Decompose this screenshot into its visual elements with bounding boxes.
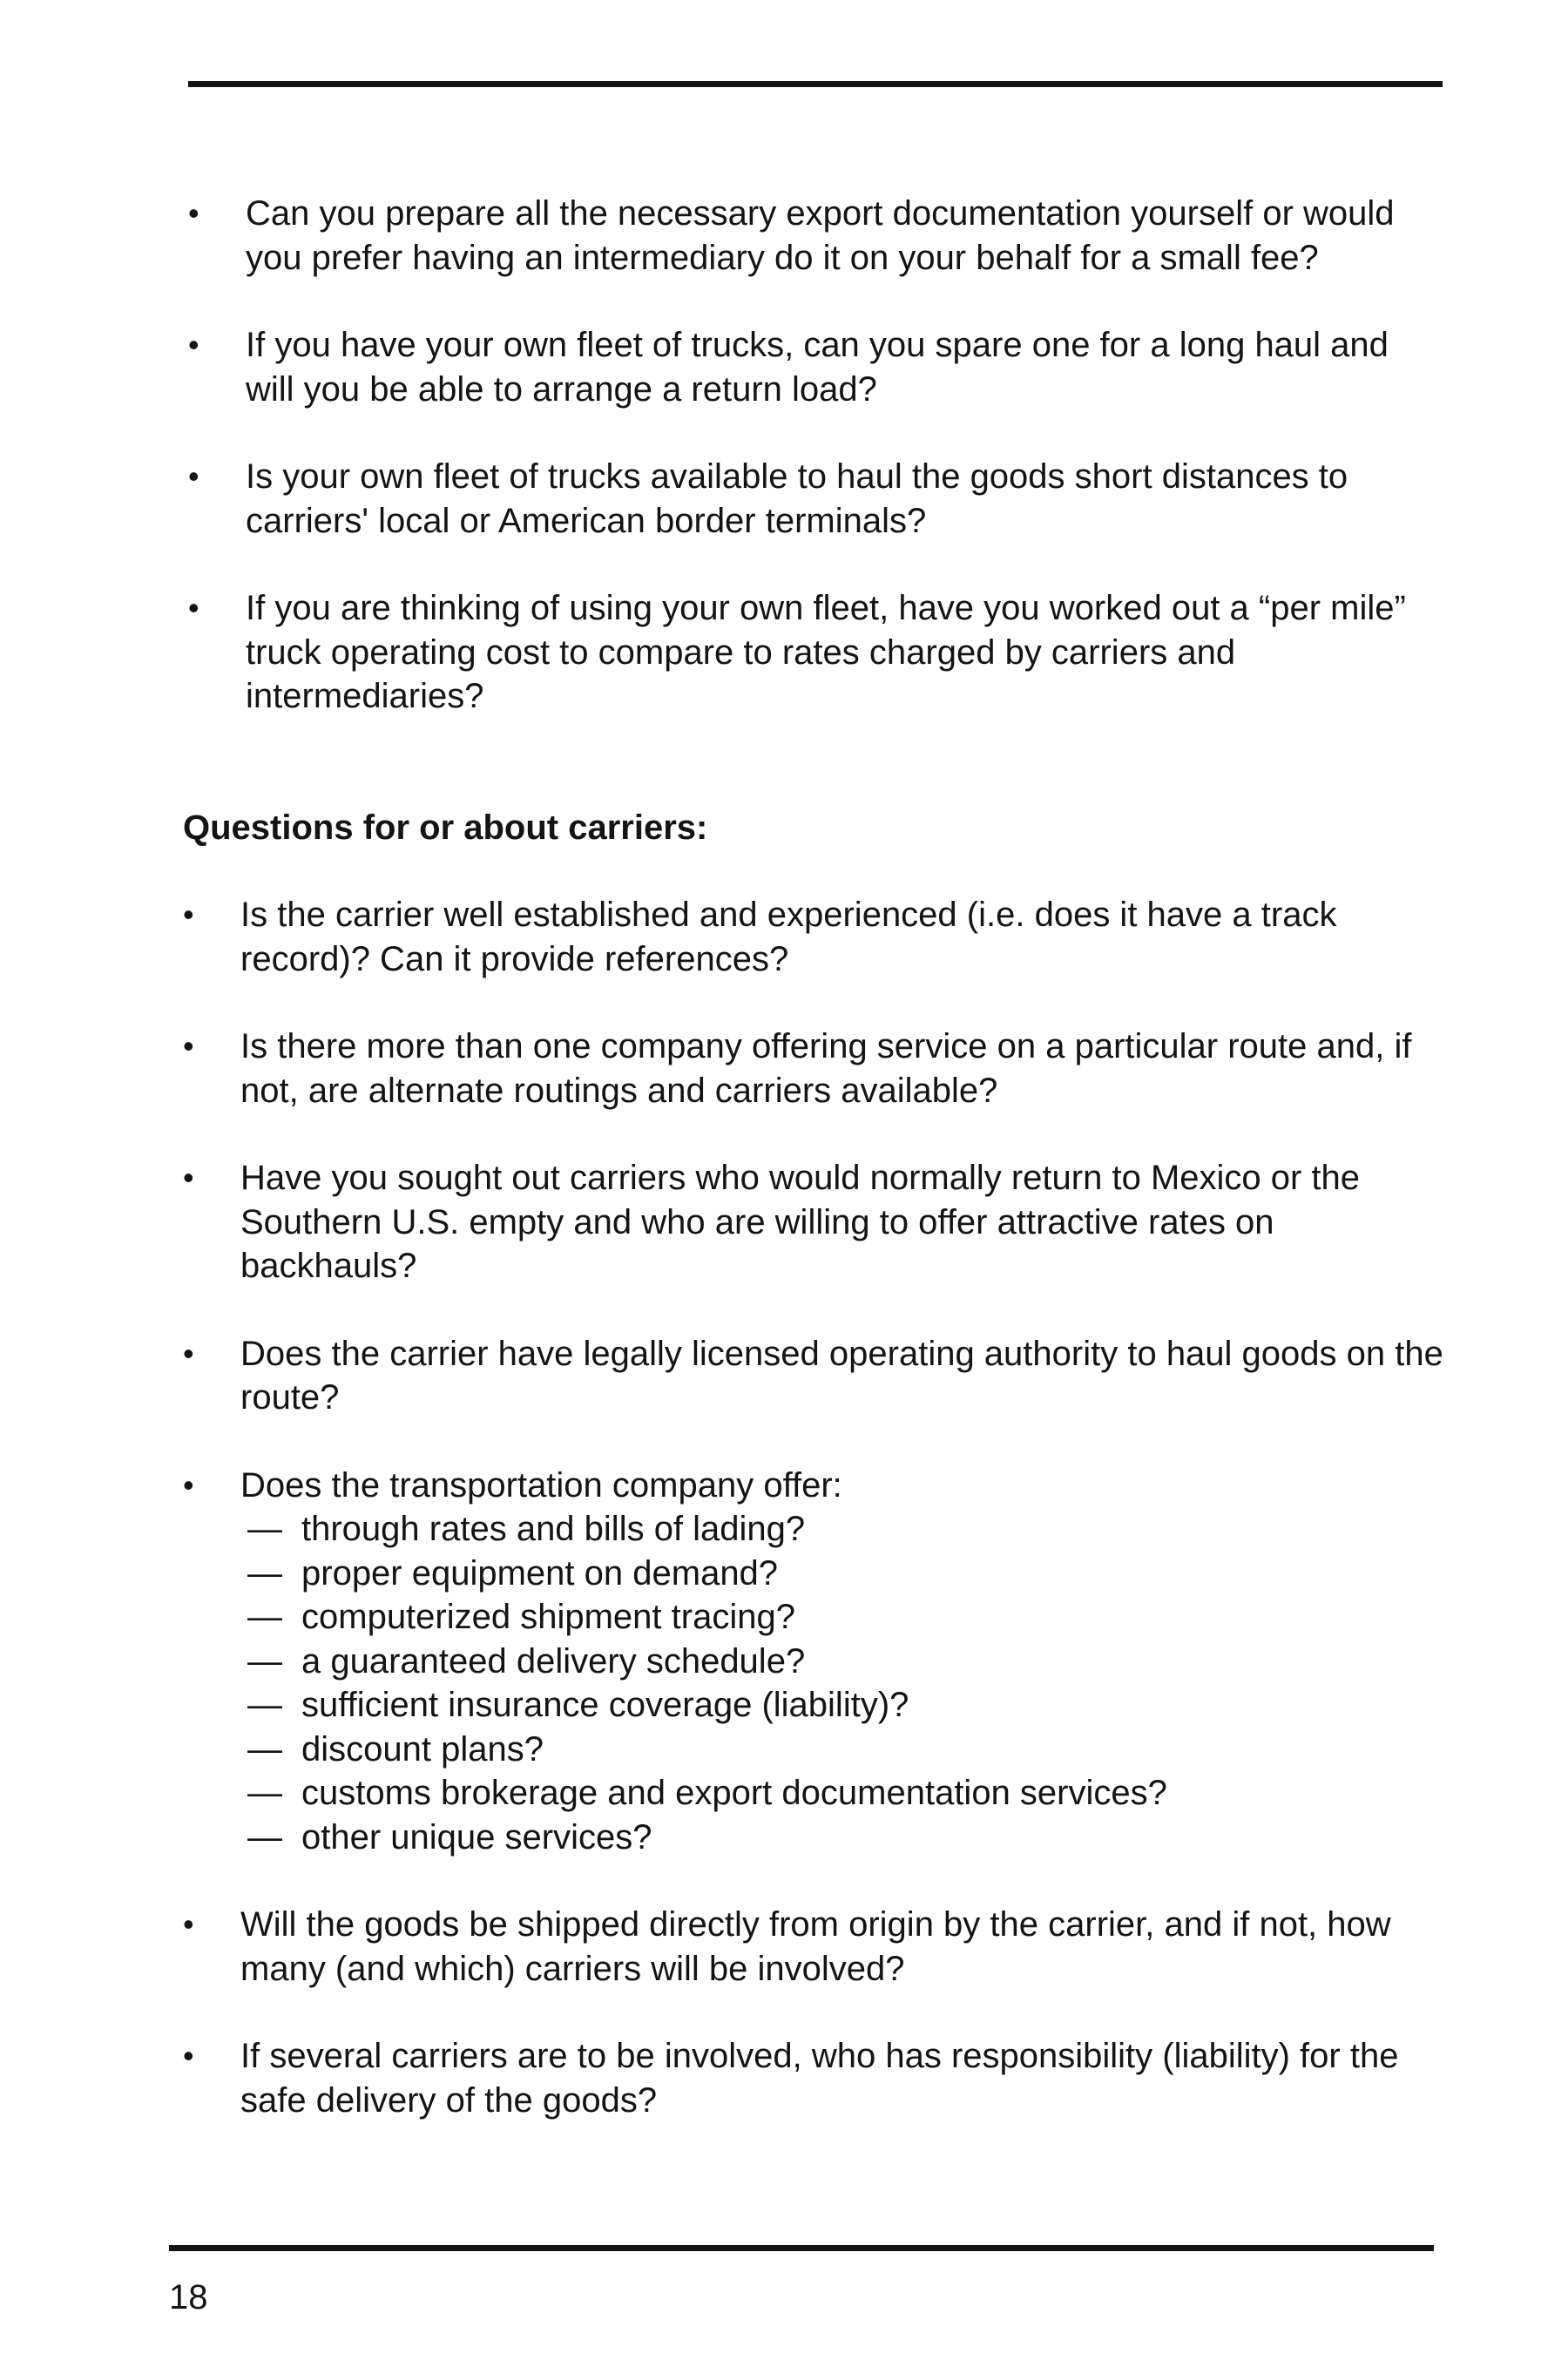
list-item: • Can you prepare all the necessary export documentation yourself or would you prefer having an intermediary do it on your behalf for a small fee?	[188, 192, 1443, 280]
top-rule	[188, 81, 1443, 87]
sub-list-item	[247, 1640, 1446, 1684]
offer-lead-text: • Does the transportation company offer:	[240, 1465, 842, 1505]
sub-list-item	[247, 1595, 1446, 1640]
list-item: • Will the goods be shipped directly from origin by the carrier, and if not, how many (and which) carriers will be involved?	[183, 1903, 1446, 1991]
sub-list-item	[247, 1816, 1446, 1860]
sub-list-item	[247, 1683, 1446, 1728]
carrier-question-list	[183, 893, 1446, 2166]
bottom-rule	[169, 2245, 1434, 2251]
sub-list-item	[247, 1771, 1446, 1816]
sub-list-item-text: through rates and bills of lading?	[301, 1510, 806, 1548]
list-item-offer	[183, 1464, 1446, 1860]
offer-sublist	[240, 1507, 1446, 1859]
page-number: 18	[169, 2278, 208, 2317]
list-item: • If you have your own fleet of trucks, can you spare one for a long haul and will you be able to arrange a return load?	[188, 323, 1443, 411]
sub-list-item	[247, 1507, 1446, 1552]
sub-list-item-text: a guaranteed delivery schedule?	[301, 1641, 806, 1681]
list-item: • Is the carrier well established and experienced (i.e. does it have a track record)? Can it provide references?	[183, 893, 1446, 981]
sub-list-item-text: customs brokerage and export documentation services?	[301, 1774, 1167, 1812]
dash-mark: —	[247, 1510, 282, 1548]
sub-list-item-text: discount plans?	[301, 1729, 544, 1769]
list-item: • Is your own fleet of trucks available to haul the goods short distances to carriers' local or American border terminals?	[188, 455, 1443, 543]
sub-list-item	[247, 1728, 1446, 1772]
dash-mark: —	[247, 1774, 282, 1812]
section-heading: Questions for or about carriers:	[183, 808, 708, 847]
list-item: • If several carriers are to be involved, who has responsibility (liability) for the safe delivery of the goods?	[183, 2034, 1446, 2122]
sub-list-item-text: other unique services?	[301, 1817, 652, 1857]
sub-list-item-text: proper equipment on demand?	[301, 1553, 779, 1593]
list-item: • Does the carrier have legally licensed operating authority to haul goods on the route?	[183, 1332, 1446, 1420]
sub-list-item-text: sufficient insurance coverage (liability)?	[301, 1686, 909, 1724]
dash-mark: —	[247, 1553, 282, 1593]
list-item: • Have you sought out carriers who would normally return to Mexico or the Southern U.S. empty and who are willing to offer attractive rates on backhauls?	[183, 1156, 1446, 1288]
dash-mark: —	[247, 1641, 282, 1681]
sub-list-item-text: computerized shipment tracing?	[301, 1598, 795, 1636]
dash-mark: —	[247, 1598, 282, 1636]
dash-mark: —	[247, 1686, 282, 1724]
list-item: • Is there more than one company offering service on a particular route and, if not, are alternate routings and carriers available?	[183, 1025, 1446, 1113]
dash-mark: —	[247, 1729, 282, 1769]
list-item: • If you are thinking of using your own fleet, have you worked out a “per mile” truck operating cost to compare to rates charged by carriers and intermediaries?	[188, 586, 1443, 719]
sub-list-item	[247, 1552, 1446, 1596]
dash-mark: —	[247, 1817, 282, 1857]
intro-question-list	[188, 192, 1443, 762]
